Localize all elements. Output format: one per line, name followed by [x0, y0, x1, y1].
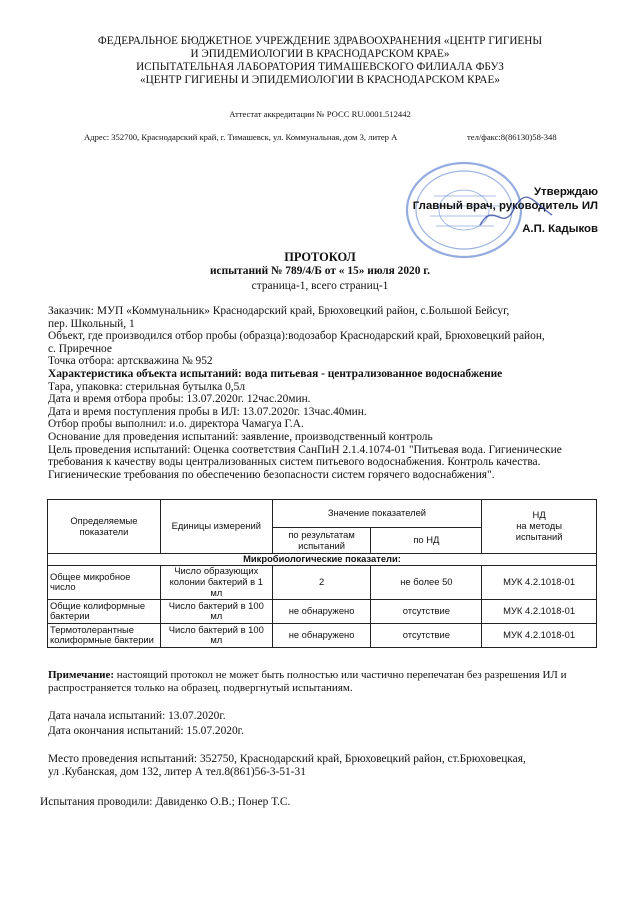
section-row	[48, 554, 597, 566]
receipt-date: Дата и время поступления пробы в ИЛ: 13.07.2020г. 13час.40мин.	[48, 405, 367, 418]
protocol-title: ПРОТОКОЛ	[284, 250, 356, 264]
sampler: Отбор пробы выполнил: и.о. директора Чамагуа Г.А.	[48, 418, 304, 431]
test-place-line1: Место проведения испытаний: 352750, Краснодарский край, Брюховецкий район, ст.Брюховецкая,	[48, 753, 526, 765]
header-indicators: Определяемые показатели	[48, 500, 161, 554]
header-methods-line3: испытаний	[515, 530, 563, 542]
lab-name-line1: ИСПЫТАТЕЛЬНАЯ ЛАБОРАТОРИЯ ТИМАШЕВСКОГО ФИЛИАЛА ФБУЗ	[136, 61, 504, 73]
note	[48, 669, 593, 694]
header-results: по результатам испытаний	[272, 528, 371, 554]
lab-name-line2: «ЦЕНТР ГИГИЕНЫ И ЭПИДЕМИОЛОГИИ В КРАСНОДАРСКОМ КРАЕ»	[140, 74, 500, 86]
header-units: Единицы измерений	[160, 500, 272, 554]
row-method: МУК 4.2.1018-01	[482, 599, 597, 623]
header-methods-line1: НД	[532, 509, 546, 521]
testers: Испытания проводили: Давиденко О.В.; Понер Т.С.	[40, 796, 291, 808]
approval-label: Утверждаю	[533, 186, 598, 198]
table-row	[48, 565, 597, 599]
row-indicator: Термотолерантные колиформные бактерии	[48, 623, 161, 647]
row-result: 2	[272, 565, 371, 599]
row-norm: отсутствие	[371, 599, 482, 623]
lab-phone: тел/факс:8(86130)58-348	[467, 132, 557, 142]
org-name-line1: ФЕДЕРАЛЬНОЕ БЮДЖЕТНОЕ УЧРЕЖДЕНИЕ ЗДРАВООХРАНЕНИЯ «ЦЕНТР ГИГИЕНЫ	[97, 35, 543, 47]
accreditation: Аттестат аккредитации № РОСС RU.0001.512442	[229, 109, 411, 119]
test-basis: Основание для проведения испытаний: заявление, производственный контроль	[48, 430, 433, 443]
row-indicator: Общие колиформные бактерии	[48, 599, 161, 623]
test-purpose: Цель проведения испытаний: Оценка соответствия СанПиН 2.1.4.1074-01 "Питьевая вода. Гигиенические	[48, 443, 562, 456]
note-label: Примечание:	[48, 669, 115, 681]
row-indicator: Общее микробное число	[48, 565, 161, 599]
row-unit: Число бактерий в 100 мл	[160, 623, 272, 647]
test-purpose-cont: требования к качеству воды централизованных систем питьевого водоснабжения. Контроль качества.	[48, 456, 541, 469]
end-date: Дата окончания испытаний: 15.07.2020г.	[48, 725, 244, 737]
customer: Заказчик: МУП «Коммунальник» Краснодарский край, Брюховецкий район, с.Большой Бейсуг,	[48, 305, 510, 317]
container: Тара, упаковка: стерильная бутылка 0,5л	[48, 380, 246, 393]
org-name-line2: И ЭПИДЕМИОЛОГИИ В КРАСНОДАРСКОМ КРАЕ»	[190, 48, 450, 60]
row-unit: Число бактерий в 100 мл	[160, 599, 272, 623]
signature-mark	[476, 195, 556, 235]
row-result: не обнаружено	[272, 599, 371, 623]
test-place	[48, 753, 593, 778]
section-title: Микробиологические показатели:	[48, 554, 597, 566]
row-unit: Число образующих колонии бактерий в 1 мл	[160, 565, 272, 599]
protocol-number: испытаний № 789/4/Б от « 15» июля 2020 г.	[209, 265, 431, 277]
row-norm: не более 50	[371, 565, 482, 599]
row-method: МУК 4.2.1018-01	[482, 623, 597, 647]
object-characteristic: Характеристика объекта испытаний: вода питьевая - централизованное водоснабжение	[48, 367, 503, 380]
start-date: Дата начала испытаний: 13.07.2020г.	[48, 710, 226, 722]
header-values: Значение показателей	[272, 500, 482, 528]
page-count: страница-1, всего страниц-1	[251, 280, 389, 292]
protocol-details	[48, 305, 593, 481]
approver-position: Главный врач, руководитель ИЛ	[412, 200, 598, 212]
lab-address: Адрес: 352700, Краснодарский край, г. Тимашевск, ул. Коммунальная, дом 3, литер А	[84, 132, 398, 142]
row-result: не обнаружено	[272, 623, 371, 647]
sampling-site: Объект, где производился отбор пробы (образца):водозабор Краснодарский край, Брюховецкий район,	[48, 330, 545, 343]
note-text: настоящий протокол не может быть полностью или частично перепечатан без разрешения ИЛ и	[114, 669, 567, 681]
sampling-date: Дата и время отбора пробы: 13.07.2020г. 12час.20мин.	[48, 393, 311, 406]
header-methods-line2: на методы	[516, 520, 562, 532]
table-row	[48, 599, 597, 623]
test-purpose-cont2: Гигиенические требования по обеспечению безопасности систем горячего водоснабжения".	[48, 468, 495, 481]
table-row	[48, 623, 597, 647]
note-text-cont: распространяется только на образец, подвергнутый испытаниям.	[48, 681, 353, 694]
approver-name: А.П. Кадыков	[522, 223, 598, 235]
header-methods	[482, 500, 597, 554]
sampling-point: Точка отбора: артскважина № 952	[48, 355, 213, 368]
sampling-site-cont: с. Приречное	[48, 342, 112, 355]
table-header-row	[48, 500, 597, 528]
customer-cont: пер. Школьный, 1	[48, 317, 135, 330]
test-place-line2: ул .Кубанская, дом 132, литер А тел.8(861)56-3-51-31	[48, 765, 306, 778]
row-method: МУК 4.2.1018-01	[482, 565, 597, 599]
results-table	[47, 499, 597, 648]
org-header	[0, 35, 640, 87]
row-norm: отсутствие	[371, 623, 482, 647]
header-nd: по НД	[371, 528, 482, 554]
